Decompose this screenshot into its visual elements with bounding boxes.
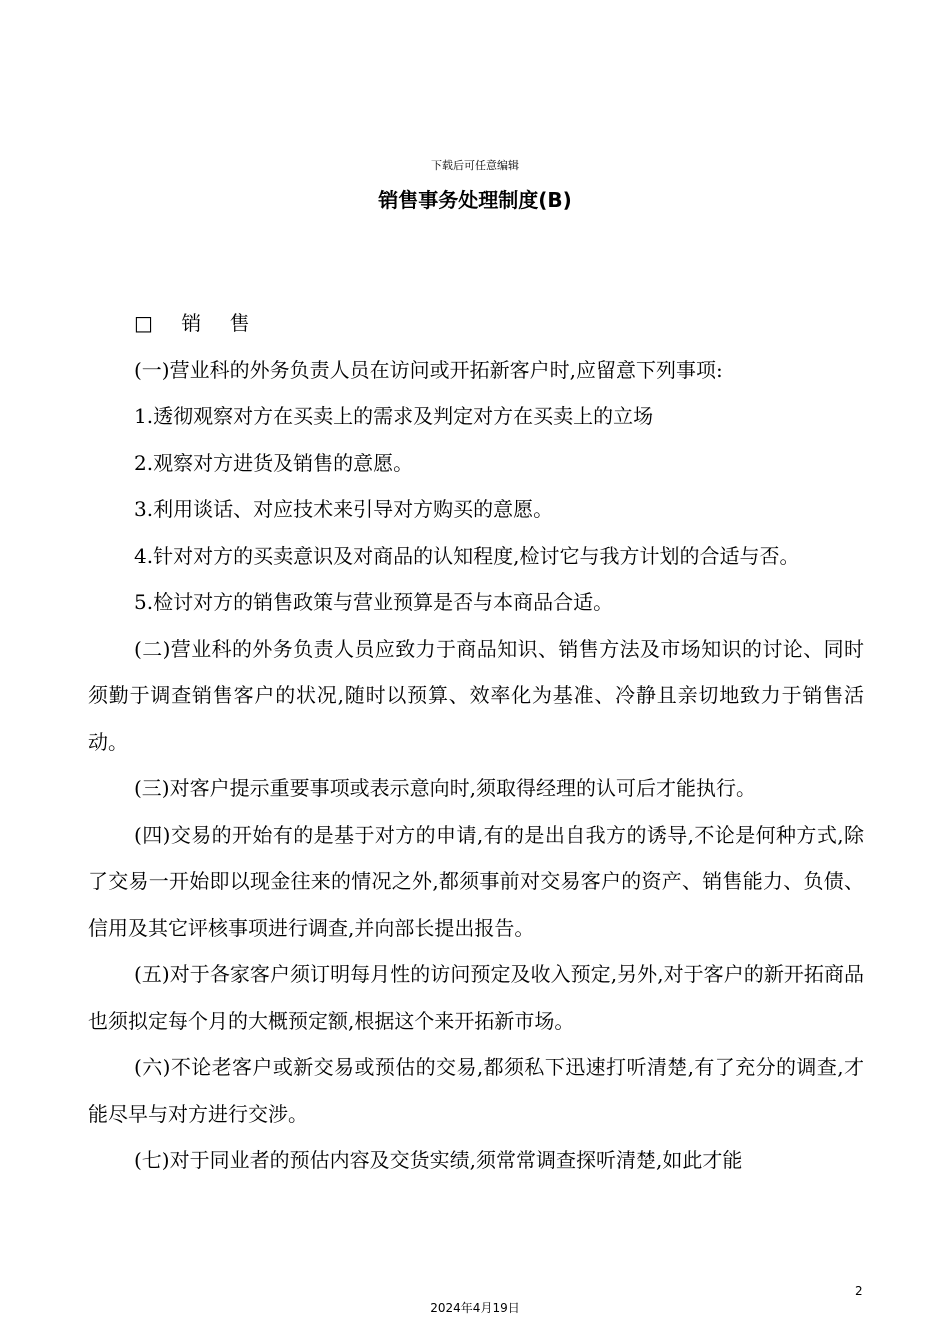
paragraph-9: (四)交易的开始有的是基于对方的申请,有的是出自我方的诱导,不论是何种方式,除了交易一开始即以现金往来的情况之外,都须事前对交易客户的资产、销售能力、负债、信用及其它评核事项进行调查,并向部长提出报告。 xyxy=(88,822,864,940)
paragraph-5: 4.针对对方的买卖意识及对商品的认知程度,检讨它与我方计划的合适与否。 xyxy=(134,543,800,568)
paragraph-4: 3.利用谈话、对应技术来引导对方购买的意愿。 xyxy=(134,497,554,521)
paragraph-3: 2.观察对方进货及销售的意愿。 xyxy=(134,450,414,475)
paragraph-8: (三)对客户提示重要事项或表示意向时,须取得经理的认可后才能执行。 xyxy=(134,776,756,800)
paragraph-7: (二)营业科的外务负责人员应致力于商品知识、销售方法及市场知识的讨论、同时须勤于调查销售客户的状况,随时以预算、效率化为基准、冷静且亲切地致力于销售活动。 xyxy=(88,636,864,754)
paragraph-12: (七)对于同业者的预估内容及交货实绩,须常常调查探听清楚,如此才能 xyxy=(134,1148,743,1172)
footer-date: 2024年4月19日 xyxy=(430,1301,520,1315)
paragraph-6: 5.检讨对方的销售政策与营业预算是否与本商品合适。 xyxy=(134,590,614,614)
document-body xyxy=(88,300,864,1184)
section-heading: □ 销 售 xyxy=(134,311,252,335)
document-title: 销售事务处理制度(B) xyxy=(378,188,572,212)
page-number: 2 xyxy=(855,1284,863,1298)
paragraph-1: (一)营业科的外务负责人员在访问或开拓新客户时,应留意下列事项: xyxy=(134,357,723,382)
paragraph-10: (五)对于各家客户须订明每月性的访问预定及收入预定,另外,对于客户的新开拓商品也须拟定每个月的大概预定额,根据这个来开拓新市场。 xyxy=(88,962,864,1033)
header-note: 下载后可任意编辑 xyxy=(431,159,519,172)
paragraph-11: (六)不论老客户或新交易或预估的交易,都须私下迅速打听清楚,有了充分的调查,才能尽早与对方进行交涉。 xyxy=(88,1055,864,1126)
paragraph-2: 1.透彻观察对方在买卖上的需求及判定对方在买卖上的立场 xyxy=(134,404,654,428)
